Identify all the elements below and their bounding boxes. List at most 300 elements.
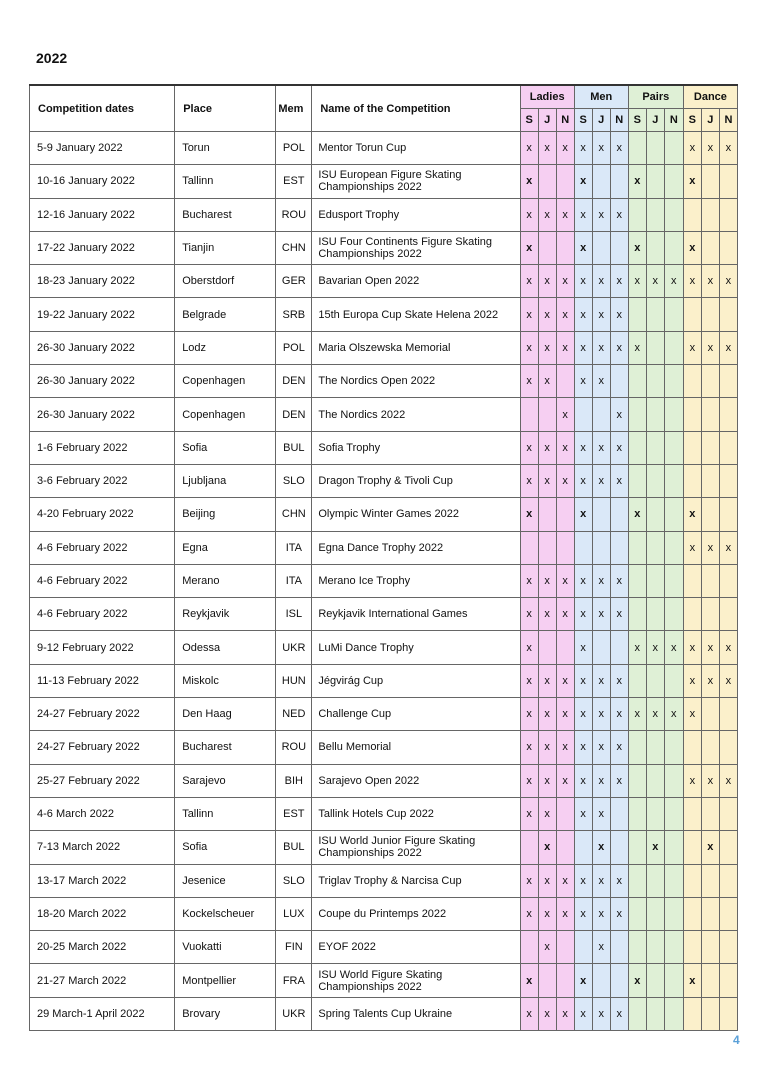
table-row xyxy=(30,564,738,597)
cell-discipline-mark xyxy=(719,931,737,964)
table-row xyxy=(30,997,738,1030)
cell-discipline-mark: x xyxy=(556,464,574,497)
cell-discipline-mark: x xyxy=(610,464,628,497)
cell-discipline-mark: x xyxy=(520,698,538,731)
cell-discipline-mark: x xyxy=(574,997,592,1030)
cell-discipline-mark xyxy=(719,231,737,264)
cell-discipline-mark: x xyxy=(538,132,556,165)
cell-place: Bucharest xyxy=(175,731,276,764)
cell-discipline-mark xyxy=(701,198,719,231)
cell-discipline-mark: x xyxy=(538,564,556,597)
cell-discipline-mark: x xyxy=(520,132,538,165)
cell-discipline-mark: x xyxy=(556,598,574,631)
cell-discipline-mark xyxy=(628,365,646,398)
header-place: Place xyxy=(175,85,276,132)
cell-discipline-mark: x xyxy=(538,365,556,398)
cell-discipline-mark xyxy=(719,464,737,497)
cell-discipline-mark: x xyxy=(520,365,538,398)
cell-discipline-mark: x xyxy=(628,265,646,298)
cell-discipline-mark xyxy=(556,797,574,830)
cell-discipline-mark: x xyxy=(610,897,628,930)
cell-discipline-mark xyxy=(664,298,683,331)
cell-discipline-mark xyxy=(701,165,719,198)
cell-competition-name: Edusport Trophy xyxy=(312,198,520,231)
cell-discipline-mark xyxy=(701,365,719,398)
cell-discipline-mark xyxy=(664,864,683,897)
cell-discipline-mark xyxy=(683,398,701,431)
cell-date: 20-25 March 2022 xyxy=(30,931,175,964)
cell-discipline-mark: x xyxy=(646,265,664,298)
cell-discipline-mark xyxy=(574,931,592,964)
cell-discipline-mark xyxy=(719,864,737,897)
cell-discipline-mark: x xyxy=(538,764,556,797)
table-row xyxy=(30,398,738,431)
cell-competition-name: ISU Four Continents Figure Skating Championships 2022 xyxy=(312,231,520,264)
cell-discipline-mark xyxy=(664,231,683,264)
cell-discipline-mark xyxy=(646,498,664,531)
cell-discipline-mark xyxy=(646,398,664,431)
cell-discipline-mark xyxy=(664,165,683,198)
cell-discipline-mark xyxy=(610,165,628,198)
cell-competition-name: LuMi Dance Trophy xyxy=(312,631,520,664)
cell-discipline-mark: x xyxy=(520,897,538,930)
cell-discipline-mark: x xyxy=(538,897,556,930)
cell-date: 4-6 March 2022 xyxy=(30,797,175,830)
cell-place: Den Haag xyxy=(175,698,276,731)
cell-date: 7-13 March 2022 xyxy=(30,831,175,864)
cell-discipline-mark xyxy=(556,831,574,864)
cell-discipline-mark xyxy=(628,997,646,1030)
cell-discipline-mark xyxy=(592,398,610,431)
table-row xyxy=(30,631,738,664)
cell-place: Reykjavik xyxy=(175,598,276,631)
cell-discipline-mark xyxy=(538,531,556,564)
cell-discipline-mark xyxy=(628,464,646,497)
cell-discipline-mark: x xyxy=(683,132,701,165)
cell-discipline-mark: x xyxy=(701,132,719,165)
cell-date: 29 March-1 April 2022 xyxy=(30,997,175,1030)
cell-discipline-mark xyxy=(719,198,737,231)
cell-discipline-mark xyxy=(683,997,701,1030)
cell-discipline-mark xyxy=(592,231,610,264)
cell-discipline-mark: x xyxy=(719,664,737,697)
cell-discipline-mark: x xyxy=(574,165,592,198)
cell-discipline-mark xyxy=(610,498,628,531)
cell-date: 5-9 January 2022 xyxy=(30,132,175,165)
header-level: S xyxy=(628,109,646,132)
cell-competition-name: Merano Ice Trophy xyxy=(312,564,520,597)
cell-discipline-mark: x xyxy=(556,664,574,697)
header-level: S xyxy=(683,109,701,132)
table-row xyxy=(30,698,738,731)
cell-member: BUL xyxy=(276,431,312,464)
cell-discipline-mark: x xyxy=(610,298,628,331)
cell-discipline-mark: x xyxy=(701,831,719,864)
cell-discipline-mark: x xyxy=(556,265,574,298)
cell-member: ITA xyxy=(276,564,312,597)
cell-discipline-mark: x xyxy=(683,331,701,364)
table-row xyxy=(30,831,738,864)
cell-discipline-mark: x xyxy=(592,598,610,631)
cell-discipline-mark: x xyxy=(683,265,701,298)
cell-discipline-mark: x xyxy=(592,198,610,231)
cell-place: Merano xyxy=(175,564,276,597)
table-row xyxy=(30,231,738,264)
cell-discipline-mark: x xyxy=(520,331,538,364)
cell-discipline-mark: x xyxy=(646,631,664,664)
cell-discipline-mark xyxy=(683,464,701,497)
header-ladies: Ladies xyxy=(520,85,574,109)
cell-competition-name: ISU European Figure Skating Championships 2022 xyxy=(312,165,520,198)
cell-place: Brovary xyxy=(175,997,276,1030)
cell-date: 26-30 January 2022 xyxy=(30,398,175,431)
cell-competition-name: Bellu Memorial xyxy=(312,731,520,764)
cell-discipline-mark xyxy=(628,531,646,564)
cell-place: Miskolc xyxy=(175,664,276,697)
cell-discipline-mark xyxy=(683,864,701,897)
cell-discipline-mark: x xyxy=(592,864,610,897)
cell-discipline-mark: x xyxy=(556,298,574,331)
cell-discipline-mark: x xyxy=(701,331,719,364)
cell-member: ITA xyxy=(276,531,312,564)
cell-discipline-mark: x xyxy=(538,931,556,964)
cell-place: Montpellier xyxy=(175,964,276,997)
cell-competition-name: Egna Dance Trophy 2022 xyxy=(312,531,520,564)
cell-competition-name: Sarajevo Open 2022 xyxy=(312,764,520,797)
cell-discipline-mark xyxy=(628,398,646,431)
cell-discipline-mark: x xyxy=(574,897,592,930)
cell-discipline-mark: x xyxy=(683,531,701,564)
cell-discipline-mark: x xyxy=(574,231,592,264)
cell-discipline-mark xyxy=(628,897,646,930)
cell-discipline-mark: x xyxy=(592,931,610,964)
cell-discipline-mark: x xyxy=(592,132,610,165)
cell-discipline-mark xyxy=(556,531,574,564)
cell-place: Tallinn xyxy=(175,165,276,198)
cell-discipline-mark xyxy=(574,831,592,864)
cell-discipline-mark xyxy=(664,498,683,531)
cell-discipline-mark: x xyxy=(610,331,628,364)
cell-discipline-mark: x xyxy=(556,897,574,930)
cell-discipline-mark xyxy=(701,564,719,597)
cell-discipline-mark xyxy=(538,631,556,664)
cell-competition-name: 15th Europa Cup Skate Helena 2022 xyxy=(312,298,520,331)
table-row xyxy=(30,464,738,497)
table-row xyxy=(30,431,738,464)
cell-date: 4-6 February 2022 xyxy=(30,598,175,631)
cell-discipline-mark xyxy=(556,931,574,964)
cell-discipline-mark: x xyxy=(538,198,556,231)
cell-place: Torun xyxy=(175,132,276,165)
cell-discipline-mark: x xyxy=(592,331,610,364)
cell-member: POL xyxy=(276,331,312,364)
cell-discipline-mark: x xyxy=(574,864,592,897)
cell-discipline-mark: x xyxy=(520,298,538,331)
cell-discipline-mark xyxy=(646,598,664,631)
cell-date: 21-27 March 2022 xyxy=(30,964,175,997)
cell-member: ROU xyxy=(276,731,312,764)
cell-discipline-mark: x xyxy=(719,631,737,664)
cell-discipline-mark xyxy=(646,298,664,331)
cell-discipline-mark xyxy=(556,498,574,531)
cell-competition-name: The Nordics 2022 xyxy=(312,398,520,431)
cell-competition-name: ISU World Junior Figure Skating Championships 2022 xyxy=(312,831,520,864)
cell-discipline-mark: x xyxy=(592,997,610,1030)
cell-discipline-mark: x xyxy=(592,664,610,697)
cell-discipline-mark: x xyxy=(701,764,719,797)
cell-discipline-mark xyxy=(628,198,646,231)
cell-discipline-mark: x xyxy=(610,698,628,731)
cell-discipline-mark: x xyxy=(520,797,538,830)
cell-discipline-mark xyxy=(646,431,664,464)
cell-discipline-mark: x xyxy=(574,564,592,597)
cell-discipline-mark xyxy=(556,231,574,264)
cell-place: Copenhagen xyxy=(175,365,276,398)
cell-place: Ljubljana xyxy=(175,464,276,497)
cell-discipline-mark: x xyxy=(683,698,701,731)
cell-date: 4-20 February 2022 xyxy=(30,498,175,531)
cell-discipline-mark: x xyxy=(574,365,592,398)
cell-discipline-mark: x xyxy=(592,698,610,731)
cell-discipline-mark: x xyxy=(646,698,664,731)
cell-discipline-mark: x xyxy=(520,764,538,797)
cell-discipline-mark: x xyxy=(520,564,538,597)
cell-place: Belgrade xyxy=(175,298,276,331)
header-pairs: Pairs xyxy=(628,85,683,109)
cell-discipline-mark xyxy=(628,132,646,165)
cell-discipline-mark: x xyxy=(592,797,610,830)
cell-competition-name: Olympic Winter Games 2022 xyxy=(312,498,520,531)
cell-discipline-mark xyxy=(646,231,664,264)
cell-discipline-mark xyxy=(701,231,719,264)
cell-discipline-mark: x xyxy=(592,564,610,597)
header-level: J xyxy=(538,109,556,132)
cell-discipline-mark: x xyxy=(592,731,610,764)
cell-competition-name: Triglav Trophy & Narcisa Cup xyxy=(312,864,520,897)
table-row xyxy=(30,864,738,897)
cell-discipline-mark: x xyxy=(628,698,646,731)
cell-discipline-mark: x xyxy=(538,464,556,497)
cell-discipline-mark: x xyxy=(719,265,737,298)
cell-member: GER xyxy=(276,265,312,298)
cell-discipline-mark xyxy=(683,931,701,964)
cell-discipline-mark xyxy=(719,165,737,198)
cell-discipline-mark: x xyxy=(664,698,683,731)
cell-competition-name: Tallink Hotels Cup 2022 xyxy=(312,797,520,830)
cell-discipline-mark xyxy=(701,931,719,964)
cell-place: Bucharest xyxy=(175,198,276,231)
cell-discipline-mark xyxy=(683,731,701,764)
cell-discipline-mark xyxy=(664,564,683,597)
cell-discipline-mark xyxy=(646,864,664,897)
cell-discipline-mark: x xyxy=(574,598,592,631)
cell-discipline-mark xyxy=(719,598,737,631)
cell-discipline-mark xyxy=(701,964,719,997)
cell-discipline-mark xyxy=(719,431,737,464)
cell-discipline-mark xyxy=(556,365,574,398)
cell-discipline-mark: x xyxy=(610,864,628,897)
cell-place: Vuokatti xyxy=(175,931,276,964)
cell-discipline-mark xyxy=(538,498,556,531)
cell-discipline-mark xyxy=(556,165,574,198)
cell-discipline-mark xyxy=(683,198,701,231)
cell-competition-name: EYOF 2022 xyxy=(312,931,520,964)
cell-discipline-mark: x xyxy=(719,531,737,564)
cell-member: SLO xyxy=(276,864,312,897)
cell-discipline-mark xyxy=(646,931,664,964)
cell-discipline-mark: x xyxy=(520,731,538,764)
cell-member: UKR xyxy=(276,631,312,664)
cell-discipline-mark: x xyxy=(556,764,574,797)
cell-discipline-mark: x xyxy=(719,764,737,797)
table-row xyxy=(30,931,738,964)
cell-discipline-mark xyxy=(520,531,538,564)
cell-place: Beijing xyxy=(175,498,276,531)
cell-discipline-mark: x xyxy=(556,132,574,165)
table-row xyxy=(30,365,738,398)
cell-discipline-mark xyxy=(719,398,737,431)
cell-member: CHN xyxy=(276,498,312,531)
cell-discipline-mark xyxy=(538,165,556,198)
cell-member: FRA xyxy=(276,964,312,997)
cell-member: DEN xyxy=(276,398,312,431)
cell-discipline-mark xyxy=(610,365,628,398)
cell-discipline-mark xyxy=(628,764,646,797)
cell-discipline-mark: x xyxy=(683,964,701,997)
cell-place: Lodz xyxy=(175,331,276,364)
header-dates: Competition dates xyxy=(30,85,175,132)
cell-discipline-mark: x xyxy=(574,132,592,165)
cell-discipline-mark xyxy=(719,797,737,830)
cell-discipline-mark xyxy=(646,664,664,697)
cell-date: 26-30 January 2022 xyxy=(30,331,175,364)
cell-discipline-mark xyxy=(683,365,701,398)
table-row xyxy=(30,265,738,298)
cell-discipline-mark: x xyxy=(628,498,646,531)
cell-date: 4-6 February 2022 xyxy=(30,564,175,597)
cell-discipline-mark: x xyxy=(574,731,592,764)
cell-discipline-mark: x xyxy=(610,132,628,165)
cell-discipline-mark: x xyxy=(556,731,574,764)
cell-discipline-mark xyxy=(592,531,610,564)
cell-discipline-mark: x xyxy=(538,997,556,1030)
cell-place: Odessa xyxy=(175,631,276,664)
cell-discipline-mark xyxy=(683,797,701,830)
cell-discipline-mark xyxy=(664,897,683,930)
cell-place: Tallinn xyxy=(175,797,276,830)
cell-competition-name: Maria Olszewska Memorial xyxy=(312,331,520,364)
cell-discipline-mark xyxy=(646,531,664,564)
cell-member: FIN xyxy=(276,931,312,964)
cell-discipline-mark: x xyxy=(520,464,538,497)
header-level: J xyxy=(701,109,719,132)
cell-member: UKR xyxy=(276,997,312,1030)
cell-date: 9-12 February 2022 xyxy=(30,631,175,664)
cell-date: 24-27 February 2022 xyxy=(30,731,175,764)
cell-discipline-mark: x xyxy=(538,331,556,364)
cell-discipline-mark xyxy=(664,198,683,231)
cell-discipline-mark xyxy=(701,298,719,331)
cell-discipline-mark xyxy=(664,598,683,631)
cell-place: Egna xyxy=(175,531,276,564)
cell-discipline-mark: x xyxy=(574,764,592,797)
cell-competition-name: Challenge Cup xyxy=(312,698,520,731)
cell-discipline-mark xyxy=(628,564,646,597)
cell-discipline-mark xyxy=(701,731,719,764)
header-mem: Mem xyxy=(276,85,312,132)
cell-discipline-mark xyxy=(646,897,664,930)
cell-member: SLO xyxy=(276,464,312,497)
cell-competition-name: Jégvirág Cup xyxy=(312,664,520,697)
cell-discipline-mark xyxy=(719,365,737,398)
cell-member: BUL xyxy=(276,831,312,864)
cell-discipline-mark: x xyxy=(628,964,646,997)
table-row xyxy=(30,165,738,198)
cell-date: 18-23 January 2022 xyxy=(30,265,175,298)
cell-discipline-mark: x xyxy=(574,265,592,298)
cell-member: LUX xyxy=(276,897,312,930)
cell-discipline-mark: x xyxy=(538,598,556,631)
cell-discipline-mark: x xyxy=(574,464,592,497)
cell-discipline-mark: x xyxy=(610,598,628,631)
cell-discipline-mark xyxy=(646,165,664,198)
cell-discipline-mark xyxy=(592,165,610,198)
cell-member: EST xyxy=(276,797,312,830)
cell-discipline-mark xyxy=(610,931,628,964)
cell-date: 17-22 January 2022 xyxy=(30,231,175,264)
cell-discipline-mark: x xyxy=(683,631,701,664)
cell-date: 12-16 January 2022 xyxy=(30,198,175,231)
cell-discipline-mark xyxy=(538,231,556,264)
table-row xyxy=(30,797,738,830)
cell-discipline-mark xyxy=(610,231,628,264)
cell-discipline-mark: x xyxy=(610,564,628,597)
cell-competition-name: Coupe du Printemps 2022 xyxy=(312,897,520,930)
cell-discipline-mark xyxy=(628,431,646,464)
cell-discipline-mark xyxy=(701,864,719,897)
cell-discipline-mark xyxy=(664,132,683,165)
table-row xyxy=(30,198,738,231)
cell-discipline-mark: x xyxy=(628,231,646,264)
cell-discipline-mark xyxy=(719,831,737,864)
header-level: N xyxy=(664,109,683,132)
cell-discipline-mark xyxy=(628,731,646,764)
cell-discipline-mark: x xyxy=(520,198,538,231)
cell-discipline-mark: x xyxy=(719,331,737,364)
cell-discipline-mark: x xyxy=(520,997,538,1030)
cell-discipline-mark xyxy=(664,964,683,997)
cell-discipline-mark xyxy=(664,797,683,830)
cell-discipline-mark xyxy=(683,598,701,631)
cell-discipline-mark xyxy=(610,531,628,564)
cell-discipline-mark: x xyxy=(556,698,574,731)
cell-discipline-mark: x xyxy=(520,664,538,697)
cell-discipline-mark: x xyxy=(664,265,683,298)
cell-discipline-mark: x xyxy=(520,631,538,664)
cell-place: Jesenice xyxy=(175,864,276,897)
cell-discipline-mark: x xyxy=(610,764,628,797)
header-level: S xyxy=(520,109,538,132)
header-level: S xyxy=(574,109,592,132)
cell-discipline-mark: x xyxy=(719,132,737,165)
cell-member: ISL xyxy=(276,598,312,631)
cell-date: 13-17 March 2022 xyxy=(30,864,175,897)
cell-discipline-mark: x xyxy=(556,997,574,1030)
cell-discipline-mark xyxy=(719,964,737,997)
cell-discipline-mark xyxy=(701,598,719,631)
cell-discipline-mark xyxy=(520,398,538,431)
cell-place: Copenhagen xyxy=(175,398,276,431)
